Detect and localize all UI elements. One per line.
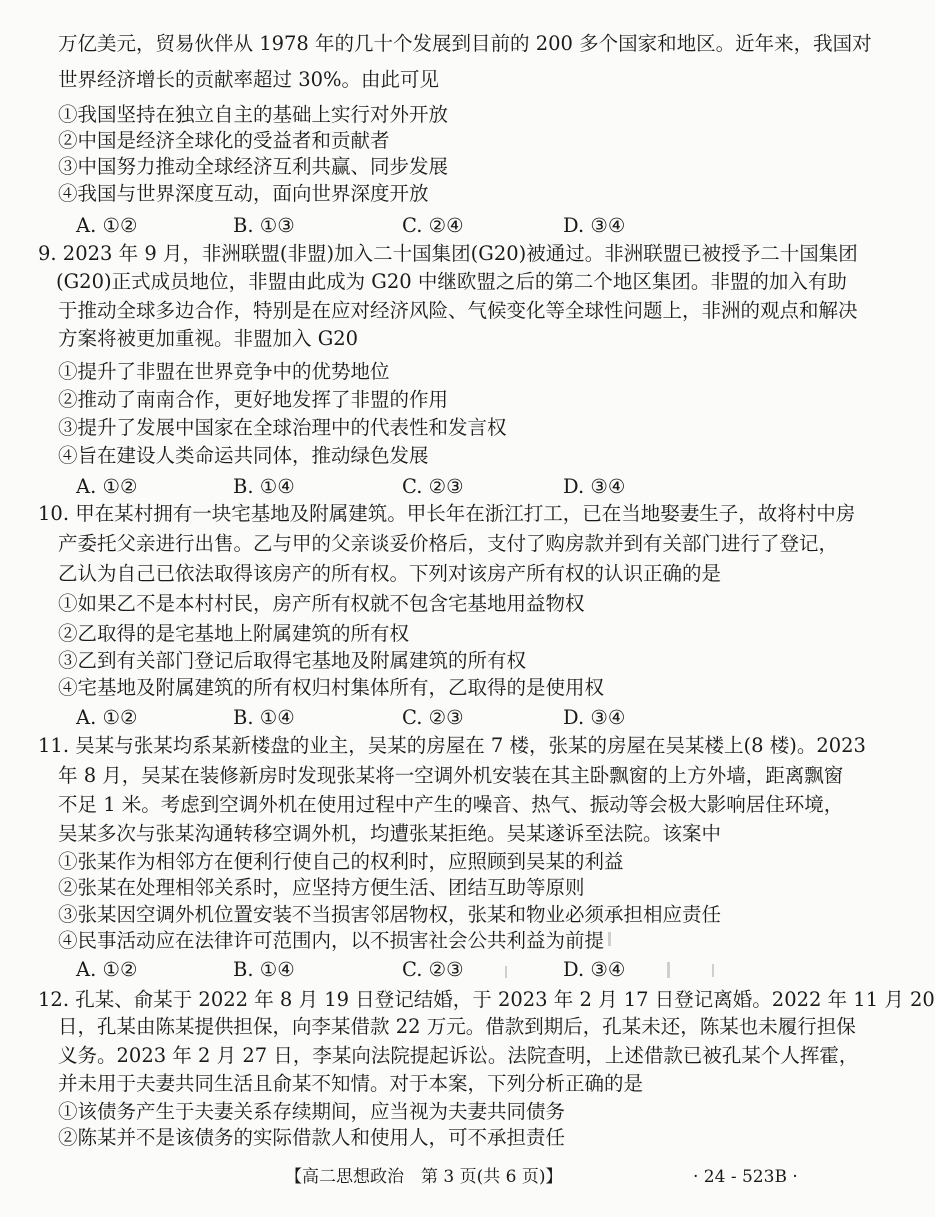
text-line: (G20)正式成员地位，非盟由此成为 G20 中继欧盟之后的第二个地区集团。非盟的加入有助 xyxy=(56,270,847,293)
option-d: D. ③④ xyxy=(563,958,626,981)
question-9-line: 9. 2023 年 9 月，非洲联盟(非盟)加入二十国集团(G20)被通过。非洲联盟已被授予二十国集团 xyxy=(38,242,858,265)
statement-line: ①该债务产生于夫妻关系存续期间，应当视为夫妻共同债务 xyxy=(58,1100,566,1123)
option-c: C. ②③ xyxy=(402,958,464,981)
option-d: D. ③④ xyxy=(563,214,626,237)
option-a: A. ①② xyxy=(76,706,138,729)
option-b: B. ①④ xyxy=(233,706,295,729)
statement-line: ①我国坚持在独立自主的基础上实行对外开放 xyxy=(58,103,449,126)
statement-line: ①如果乙不是本村村民，房产所有权就不包含宅基地用益物权 xyxy=(58,592,585,615)
question-10-line: 10. 甲在某村拥有一块宅基地及附属建筑。甲长年在浙江打工，已在当地娶妻生子，故将村中房 xyxy=(38,502,856,525)
footer-code: · 24 - 523B · xyxy=(693,1167,798,1187)
answer-options-q9 xyxy=(76,473,776,501)
text-line: 日，孔某由陈某提供担保，向李某借款 22 万元。借款到期后，孔某未还，陈某也未履行担保 xyxy=(58,1015,856,1038)
statement-line: ③提升了发展中国家在全球治理中的代表性和发言权 xyxy=(58,416,507,439)
footer-page-info: 【高二思想政治 第 3 页(共 6 页)】 xyxy=(285,1167,563,1187)
text-line: 万亿美元，贸易伙伴从 1978 年的几十个发展到目前的 200 多个国家和地区。近年来，我国对 xyxy=(58,32,872,55)
statement-line: ④宅基地及附属建筑的所有权归村集体所有，乙取得的是使用权 xyxy=(58,676,605,699)
answer-options-q10 xyxy=(76,704,776,732)
text-line: 产委托父亲进行出售。乙与甲的父亲谈妥价格后，支付了购房款并到有关部门进行了登记， xyxy=(58,532,839,555)
option-a: A. ①② xyxy=(76,214,138,237)
option-b: B. ①④ xyxy=(233,475,295,498)
option-c: C. ②④ xyxy=(402,214,464,237)
option-c: C. ②③ xyxy=(402,706,464,729)
scan-smudge xyxy=(712,964,714,977)
statement-line: ②中国是经济全球化的受益者和贡献者 xyxy=(58,129,390,152)
scan-smudge xyxy=(608,932,611,946)
option-b: B. ①③ xyxy=(233,214,295,237)
question-12-line: 12. 孔某、俞某于 2022 年 8 月 19 日登记结婚，于 2023 年 2 月 17 日登记离婚。2022 年 11 月 20 xyxy=(38,988,935,1011)
option-a: A. ①② xyxy=(76,958,138,981)
statement-line: ③张某因空调外机位置安装不当损害邻居物权，张某和物业必须承担相应责任 xyxy=(58,903,722,926)
text-line: 于推动全球多边合作，特别是在应对经济风险、气候变化等全球性问题上，非洲的观点和解决 xyxy=(58,299,858,322)
option-d: D. ③④ xyxy=(563,475,626,498)
scan-smudge xyxy=(667,962,670,978)
text-line: 义务。2023 年 2 月 27 日，李某向法院提起诉讼。法院查明，上述借款已被孔某个人挥霍， xyxy=(58,1044,859,1067)
option-d: D. ③④ xyxy=(563,706,626,729)
answer-options-q11 xyxy=(76,956,776,984)
option-b: B. ①④ xyxy=(233,958,295,981)
statement-line: ②乙取得的是宅基地上附属建筑的所有权 xyxy=(58,622,410,645)
statement-line: ④旨在建设人类命运共同体，推动绿色发展 xyxy=(58,444,429,467)
page-footer xyxy=(0,1162,860,1192)
text-line: 年 8 月，吴某在装修新房时发现张某将一空调外机安装在其主卧飘窗的上方外墙，距离飘窗 xyxy=(58,764,844,787)
statement-line: ④民事活动应在法律许可范围内，以不损害社会公共利益为前提 xyxy=(58,929,605,952)
text-line: 吴某多次与张某沟通转移空调外机，均遭张某拒绝。吴某遂诉至法院。该案中 xyxy=(58,822,722,845)
text-line: 方案将被更加重视。非盟加入 G20 xyxy=(58,327,359,350)
text-line: 不足 1 米。考虑到空调外机在使用过程中产生的噪音、热气、振动等会极大影响居住环境， xyxy=(58,793,844,816)
text-line: 世界经济增长的贡献率超过 30%。由此可见 xyxy=(58,68,440,91)
text-line: 乙认为自己已依法取得该房产的所有权。下列对该房产所有权的认识正确的是 xyxy=(58,562,722,585)
statement-line: ①提升了非盟在世界竞争中的优势地位 xyxy=(58,360,390,383)
statement-line: ②陈某并不是该债务的实际借款人和使用人，可不承担责任 xyxy=(58,1126,566,1149)
statement-line: ④我国与世界深度互动，面向世界深度开放 xyxy=(58,182,429,205)
statement-line: ①张某作为相邻方在便利行使自己的权利时，应照顾到吴某的利益 xyxy=(58,850,624,873)
statement-line: ②张某在处理相邻关系时，应坚持方便生活、团结互助等原则 xyxy=(58,876,585,899)
statement-line: ③中国努力推动全球经济互利共赢、同步发展 xyxy=(58,155,449,178)
option-c: C. ②③ xyxy=(402,475,464,498)
answer-options-q8 xyxy=(76,212,776,240)
option-a: A. ①② xyxy=(76,475,138,498)
statement-line: ②推动了南南合作，更好地发挥了非盟的作用 xyxy=(58,388,449,411)
question-11-line: 11. 吴某与张某均系某新楼盘的业主，吴某的房屋在 7 楼，张某的房屋在吴某楼上(8 楼)。2023 xyxy=(38,734,866,757)
text-line: 并未用于夫妻共同生活且俞某不知情。对于本案，下列分析正确的是 xyxy=(58,1072,644,1095)
scan-smudge xyxy=(505,966,507,978)
statement-line: ③乙到有关部门登记后取得宅基地及附属建筑的所有权 xyxy=(58,649,527,672)
